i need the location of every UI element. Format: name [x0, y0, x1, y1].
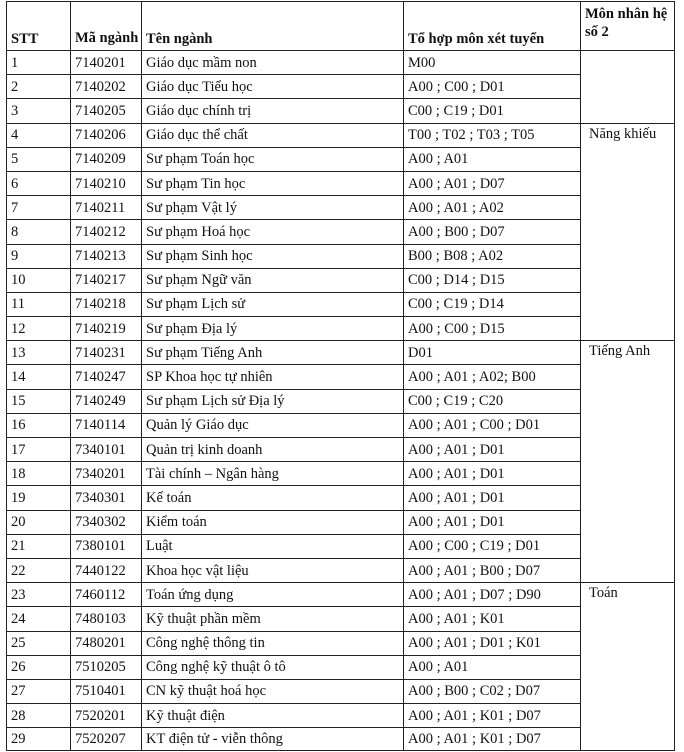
table-row	[7, 583, 675, 607]
cell-ten-nganh: Giáo dục mầm non	[142, 51, 404, 75]
cell-ten-nganh: Sư phạm Tin học	[142, 171, 404, 195]
cell-ma-nganh: 7340302	[71, 510, 142, 534]
cell-ten-nganh: Kỹ thuật điện	[142, 704, 404, 728]
table-row	[7, 365, 675, 389]
cell-to-hop: A00 ; A01 ; D01	[404, 486, 581, 510]
cell-ma-nganh: 7140202	[71, 75, 142, 99]
cell-ma-nganh: 7510205	[71, 655, 142, 679]
table-row	[7, 123, 675, 147]
cell-ma-nganh: 7140114	[71, 413, 142, 437]
cell-stt: 4	[7, 123, 71, 147]
table-row	[7, 317, 675, 341]
cell-stt: 5	[7, 147, 71, 171]
cell-mon-he-so: Năng khiếu	[581, 123, 675, 341]
cell-ma-nganh: 7140249	[71, 389, 142, 413]
cell-ten-nganh: Sư phạm Vật lý	[142, 196, 404, 220]
table-row	[7, 51, 675, 75]
cell-stt: 10	[7, 268, 71, 292]
cell-stt: 1	[7, 51, 71, 75]
table-row	[7, 534, 675, 558]
cell-ten-nganh: Khoa học vật liệu	[142, 558, 404, 582]
cell-ten-nganh: Kế toán	[142, 486, 404, 510]
cell-ten-nganh: Sư phạm Lịch sử	[142, 292, 404, 316]
table-row	[7, 99, 675, 123]
cell-ten-nganh: KT điện tử - viễn thông	[142, 728, 404, 751]
cell-ten-nganh: Sư phạm Hoá học	[142, 220, 404, 244]
header-ten-nganh: Tên ngành	[142, 2, 404, 51]
cell-stt: 8	[7, 220, 71, 244]
cell-to-hop: A00 ; A01	[404, 147, 581, 171]
cell-ma-nganh: 7140212	[71, 220, 142, 244]
cell-stt: 21	[7, 534, 71, 558]
cell-stt: 19	[7, 486, 71, 510]
cell-stt: 18	[7, 462, 71, 486]
cell-to-hop: A00 ; A01 ; K01 ; D07	[404, 728, 581, 751]
cell-ma-nganh: 7340101	[71, 438, 142, 462]
table-row	[7, 292, 675, 316]
cell-stt: 22	[7, 558, 71, 582]
cell-ma-nganh: 7140206	[71, 123, 142, 147]
cell-ma-nganh: 7140247	[71, 365, 142, 389]
cell-to-hop: B00 ; B08 ; A02	[404, 244, 581, 268]
cell-to-hop: A00 ; A01 ; A02; B00	[404, 365, 581, 389]
admission-table	[6, 1, 675, 751]
cell-stt: 24	[7, 607, 71, 631]
table-row	[7, 631, 675, 655]
cell-to-hop: A00 ; A01 ; D01	[404, 438, 581, 462]
cell-to-hop: C00 ; D14 ; D15	[404, 268, 581, 292]
cell-stt: 9	[7, 244, 71, 268]
table-row	[7, 413, 675, 437]
cell-to-hop: A00 ; C00 ; D01	[404, 75, 581, 99]
cell-to-hop: A00 ; A01 ; D07 ; D90	[404, 583, 581, 607]
cell-ten-nganh: Sư phạm Lịch sử Địa lý	[142, 389, 404, 413]
cell-to-hop: A00 ; A01	[404, 655, 581, 679]
cell-ma-nganh: 7520207	[71, 728, 142, 751]
table-row	[7, 438, 675, 462]
cell-to-hop: C00 ; C19 ; D14	[404, 292, 581, 316]
cell-ma-nganh: 7480103	[71, 607, 142, 631]
table-row	[7, 510, 675, 534]
cell-stt: 25	[7, 631, 71, 655]
cell-to-hop: A00 ; A01 ; K01 ; D07	[404, 704, 581, 728]
cell-stt: 20	[7, 510, 71, 534]
cell-ma-nganh: 7140213	[71, 244, 142, 268]
cell-ma-nganh: 7140217	[71, 268, 142, 292]
cell-stt: 23	[7, 583, 71, 607]
cell-mon-he-so	[581, 51, 675, 124]
cell-ten-nganh: Kiểm toán	[142, 510, 404, 534]
table-row	[7, 196, 675, 220]
cell-stt: 3	[7, 99, 71, 123]
cell-to-hop: A00 ; A01 ; D01 ; K01	[404, 631, 581, 655]
header-ma-nganh: Mã ngành	[71, 2, 142, 51]
table-row	[7, 462, 675, 486]
cell-ma-nganh: 7140205	[71, 99, 142, 123]
cell-to-hop: A00 ; A01 ; A02	[404, 196, 581, 220]
cell-ten-nganh: Sư phạm Địa lý	[142, 317, 404, 341]
cell-ten-nganh: Sư phạm Toán học	[142, 147, 404, 171]
cell-ma-nganh: 7140218	[71, 292, 142, 316]
cell-ten-nganh: Sư phạm Sinh học	[142, 244, 404, 268]
cell-stt: 11	[7, 292, 71, 316]
cell-to-hop: A00 ; B00 ; D07	[404, 220, 581, 244]
table-header-row	[7, 2, 675, 51]
header-to-hop: Tổ hợp môn xét tuyển	[404, 2, 581, 51]
cell-ten-nganh: Luật	[142, 534, 404, 558]
table-row	[7, 268, 675, 292]
cell-ma-nganh: 7440122	[71, 558, 142, 582]
cell-stt: 7	[7, 196, 71, 220]
cell-ten-nganh: Giáo dục chính trị	[142, 99, 404, 123]
table-body	[7, 51, 675, 751]
cell-ten-nganh: Toán ứng dụng	[142, 583, 404, 607]
cell-to-hop: A00 ; A01 ; K01	[404, 607, 581, 631]
cell-ten-nganh: CN kỹ thuật hoá học	[142, 679, 404, 703]
table-row	[7, 389, 675, 413]
cell-to-hop: A00 ; C00 ; C19 ; D01	[404, 534, 581, 558]
table-row	[7, 704, 675, 728]
cell-ma-nganh: 7340301	[71, 486, 142, 510]
cell-to-hop: A00 ; A01 ; D01	[404, 510, 581, 534]
table-row	[7, 220, 675, 244]
document-page	[6, 1, 674, 751]
header-stt: STT	[7, 2, 71, 51]
cell-stt: 6	[7, 171, 71, 195]
cell-ma-nganh: 7460112	[71, 583, 142, 607]
cell-ten-nganh: Sư phạm Ngữ văn	[142, 268, 404, 292]
table-row	[7, 679, 675, 703]
cell-to-hop: D01	[404, 341, 581, 365]
cell-stt: 13	[7, 341, 71, 365]
cell-ten-nganh: Giáo dục thể chất	[142, 123, 404, 147]
cell-mon-he-so: Tiếng Anh	[581, 341, 675, 583]
cell-ma-nganh: 7510401	[71, 679, 142, 703]
cell-ma-nganh: 7340201	[71, 462, 142, 486]
table-row	[7, 171, 675, 195]
cell-ten-nganh: Kỹ thuật phần mềm	[142, 607, 404, 631]
cell-ten-nganh: Tài chính – Ngân hàng	[142, 462, 404, 486]
cell-ma-nganh: 7140219	[71, 317, 142, 341]
cell-stt: 27	[7, 679, 71, 703]
cell-stt: 16	[7, 413, 71, 437]
cell-to-hop: C00 ; C19 ; C20	[404, 389, 581, 413]
cell-to-hop: A00 ; A01 ; C00 ; D01	[404, 413, 581, 437]
cell-stt: 17	[7, 438, 71, 462]
cell-to-hop: A00 ; C00 ; D15	[404, 317, 581, 341]
header-mon-he-so: Môn nhân hệ số 2	[581, 2, 675, 51]
cell-ma-nganh: 7140211	[71, 196, 142, 220]
cell-stt: 28	[7, 704, 71, 728]
cell-ten-nganh: Công nghệ thông tin	[142, 631, 404, 655]
cell-mon-he-so: Toán	[581, 583, 675, 751]
cell-ten-nganh: SP Khoa học tự nhiên	[142, 365, 404, 389]
cell-ma-nganh: 7520201	[71, 704, 142, 728]
cell-to-hop: A00 ; B00 ; C02 ; D07	[404, 679, 581, 703]
cell-ten-nganh: Công nghệ kỹ thuật ô tô	[142, 655, 404, 679]
cell-ma-nganh: 7140231	[71, 341, 142, 365]
cell-ma-nganh: 7380101	[71, 534, 142, 558]
cell-stt: 15	[7, 389, 71, 413]
table-row	[7, 607, 675, 631]
cell-ten-nganh: Quản lý Giáo dục	[142, 413, 404, 437]
cell-stt: 2	[7, 75, 71, 99]
cell-ma-nganh: 7140201	[71, 51, 142, 75]
cell-to-hop: A00 ; A01 ; D01	[404, 462, 581, 486]
cell-to-hop: M00	[404, 51, 581, 75]
cell-stt: 12	[7, 317, 71, 341]
table-row	[7, 558, 675, 582]
cell-ten-nganh: Quản trị kinh doanh	[142, 438, 404, 462]
cell-to-hop: T00 ; T02 ; T03 ; T05	[404, 123, 581, 147]
cell-ma-nganh: 7140210	[71, 171, 142, 195]
cell-ten-nganh: Sư phạm Tiếng Anh	[142, 341, 404, 365]
cell-stt: 14	[7, 365, 71, 389]
cell-to-hop: A00 ; A01 ; D07	[404, 171, 581, 195]
table-row	[7, 341, 675, 365]
cell-to-hop: C00 ; C19 ; D01	[404, 99, 581, 123]
table-row	[7, 75, 675, 99]
cell-stt: 26	[7, 655, 71, 679]
cell-stt: 29	[7, 728, 71, 751]
cell-ma-nganh: 7140209	[71, 147, 142, 171]
cell-ma-nganh: 7480201	[71, 631, 142, 655]
cell-to-hop: A00 ; A01 ; B00 ; D07	[404, 558, 581, 582]
table-row	[7, 147, 675, 171]
table-row	[7, 244, 675, 268]
table-row	[7, 486, 675, 510]
table-row	[7, 655, 675, 679]
cell-ten-nganh: Giáo dục Tiểu học	[142, 75, 404, 99]
table-row	[7, 728, 675, 751]
